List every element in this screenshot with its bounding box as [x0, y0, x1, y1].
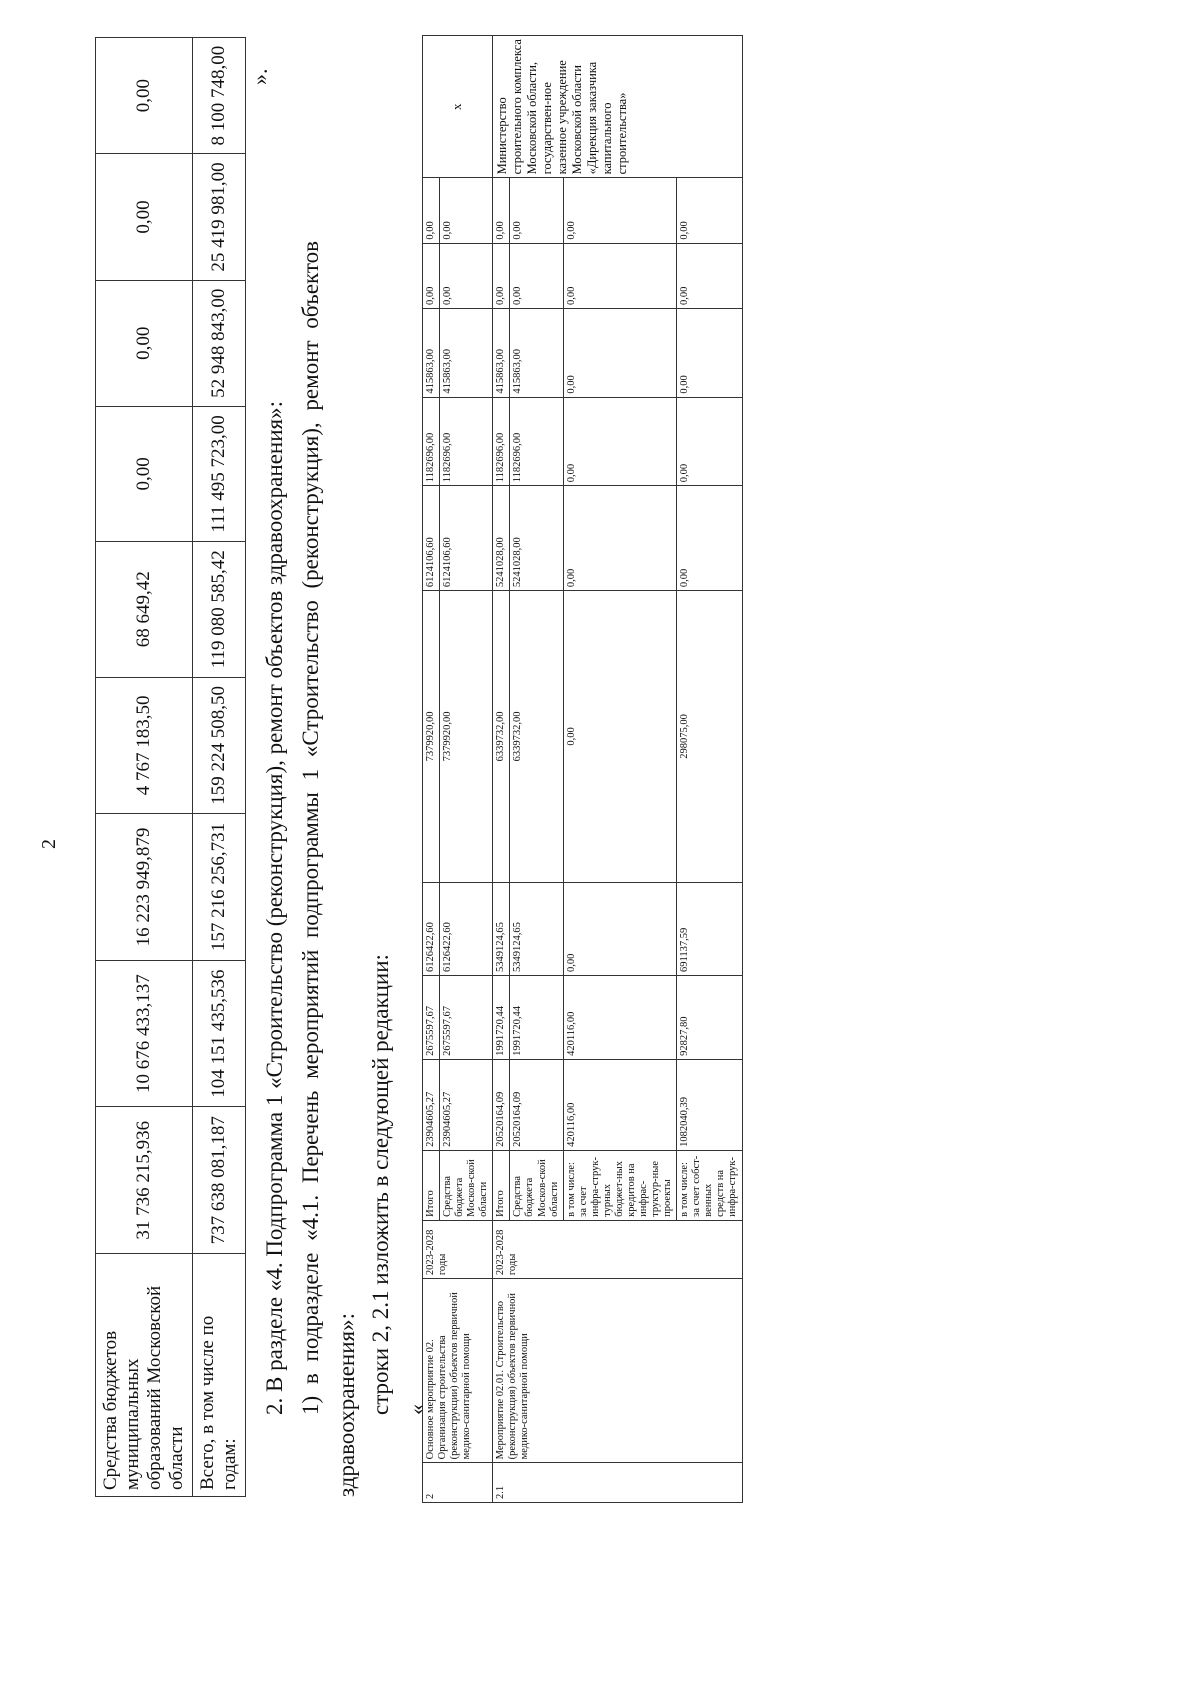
cell: 0,00 — [677, 308, 742, 397]
table-row — [96, 38, 193, 1497]
cell: 415863,00 — [440, 308, 493, 397]
cell: 10 676 433,137 — [96, 960, 193, 1107]
cell: 6126422,60 — [440, 882, 493, 975]
paragraph-3: строки 2, 2.1 изложить в следующей редакции: — [368, 954, 393, 1415]
cell: 0,00 — [96, 154, 193, 280]
cell: 0,00 — [493, 243, 510, 308]
cell: 6126422,60 — [423, 882, 440, 975]
cell: 23904605,27 — [440, 1059, 493, 1150]
cell: 1182696,00 — [423, 397, 440, 486]
cell: 0,00 — [440, 178, 493, 243]
paragraph-1: 2. В разделе «4. Подпрограмма 1 «Строительство (реконструкция), ремонт объектов здравоохранения»: — [262, 401, 287, 1415]
cell: 0,00 — [96, 406, 193, 541]
cell: 2675597,67 — [440, 975, 493, 1059]
cell: 68 649,42 — [96, 541, 193, 677]
paragraph-2: 1) в подразделе «4.1. Перечень мероприятий подпрограммы 1 «Строительство (реконструкция), ремонт объектов — [298, 240, 323, 1415]
cell: 0,00 — [563, 243, 677, 308]
cell: 157 216 256,731 — [193, 814, 246, 961]
cell: 1182696,00 — [440, 397, 493, 486]
cell: 6124106,60 — [423, 486, 440, 591]
cell: 415863,00 — [423, 308, 440, 397]
cell: 20520164,09 — [493, 1059, 510, 1150]
cell: 7379920,00 — [440, 591, 493, 883]
cell: 415863,00 — [510, 308, 563, 397]
cell: 2675597,67 — [423, 975, 440, 1059]
cell: 0,00 — [563, 397, 677, 486]
cell: 8 100 748,00 — [193, 38, 246, 154]
cell: 1182696,00 — [493, 397, 510, 486]
table-row — [493, 36, 510, 1503]
cell: 4 767 183,50 — [96, 677, 193, 813]
cell: 1182696,00 — [510, 397, 563, 486]
row-number: 2.1 — [493, 1463, 742, 1503]
cell: 0,00 — [563, 486, 677, 591]
cell: 0,00 — [563, 882, 677, 975]
cell: 6124106,60 — [440, 486, 493, 591]
row-label: Всего, в том числе по годам: — [193, 1254, 246, 1497]
finance-table — [95, 37, 246, 1497]
cell: 0,00 — [677, 397, 742, 486]
cell: 691137,59 — [677, 882, 742, 975]
cell: 16 223 949,879 — [96, 814, 193, 961]
cell: 31 736 215,936 — [96, 1107, 193, 1254]
cell: 92827,80 — [677, 975, 742, 1059]
cell: 0,00 — [423, 178, 440, 243]
cell: 0,00 — [677, 243, 742, 308]
cell: 0,00 — [677, 178, 742, 243]
cell: 420116,00 — [563, 975, 677, 1059]
cell: 0,00 — [677, 486, 742, 591]
cell: 0,00 — [563, 591, 677, 883]
open-quote: « — [404, 1404, 429, 1415]
cell: 5349124,65 — [510, 882, 563, 975]
source: в том числе: за счет инфра-струк-турных бюджет-ных кредитов на инфрас-труктур-ные проекты — [563, 1150, 677, 1220]
responsible: х — [423, 36, 493, 178]
cell: 1991720,44 — [510, 975, 563, 1059]
paragraph-2-cont: здравоохранения»: — [334, 1312, 359, 1497]
source: Итого — [493, 1150, 510, 1220]
closing-quote: ». — [247, 68, 272, 85]
source: Средства бюджета Москов-ской области — [510, 1150, 563, 1220]
source: Средства бюджета Москов-ской области — [440, 1150, 493, 1220]
cell: 0,00 — [510, 243, 563, 308]
cell: 0,00 — [510, 178, 563, 243]
source: Итого — [423, 1150, 440, 1220]
cell: 0,00 — [440, 243, 493, 308]
cell: 6339732,00 — [493, 591, 510, 883]
cell: 420116,00 — [563, 1059, 677, 1150]
measures-table — [422, 35, 743, 1503]
cell: 0,00 — [563, 178, 677, 243]
row-number: 2 — [423, 1463, 493, 1503]
row-label: Средства бюджетов муниципальных образований Московской области — [96, 1254, 193, 1497]
cell: 25 419 981,00 — [193, 154, 246, 280]
cell: 5349124,65 — [493, 882, 510, 975]
page-number: 2 — [38, 839, 60, 849]
cell: 159 224 508,50 — [193, 677, 246, 813]
responsible: Министерство строительного комплекса Московской области, государствен-ное казенное учреждение Московской области «Дирекция заказчика капитального строительства» — [493, 36, 742, 178]
cell: 1082040,39 — [677, 1059, 742, 1150]
measure-name: Основное мероприятие 02. Организация строительства (реконструкции) объектов первичной медико-санитарной помощи — [423, 1279, 493, 1463]
period: 2023-2028 годы — [493, 1220, 742, 1278]
cell: 0,00 — [96, 38, 193, 154]
cell: 298075,00 — [677, 591, 742, 883]
cell: 5241028,00 — [493, 486, 510, 591]
cell: 415863,00 — [493, 308, 510, 397]
cell: 7379920,00 — [423, 591, 440, 883]
cell: 6339732,00 — [510, 591, 563, 883]
cell: 119 080 585,42 — [193, 541, 246, 677]
cell: 0,00 — [563, 308, 677, 397]
cell: 5241028,00 — [510, 486, 563, 591]
source: в том числе: за счет собст-венных средств на инфра-струк- — [677, 1150, 742, 1220]
table-row — [423, 36, 440, 1503]
cell: 0,00 — [493, 178, 510, 243]
table-row — [193, 38, 246, 1497]
cell: 0,00 — [96, 280, 193, 406]
cell: 52 948 843,00 — [193, 280, 246, 406]
cell: 111 495 723,00 — [193, 406, 246, 541]
cell: 737 638 081,187 — [193, 1107, 246, 1254]
cell: 20520164,09 — [510, 1059, 563, 1150]
cell: 1991720,44 — [493, 975, 510, 1059]
measure-name: Мероприятие 02.01. Строительство (реконструкция) объектов первичной медико-санитарной помощи — [493, 1279, 742, 1463]
cell: 104 151 435,536 — [193, 960, 246, 1107]
cell: 0,00 — [423, 243, 440, 308]
period: 2023-2028 годы — [423, 1220, 493, 1278]
cell: 23904605,27 — [423, 1059, 440, 1150]
